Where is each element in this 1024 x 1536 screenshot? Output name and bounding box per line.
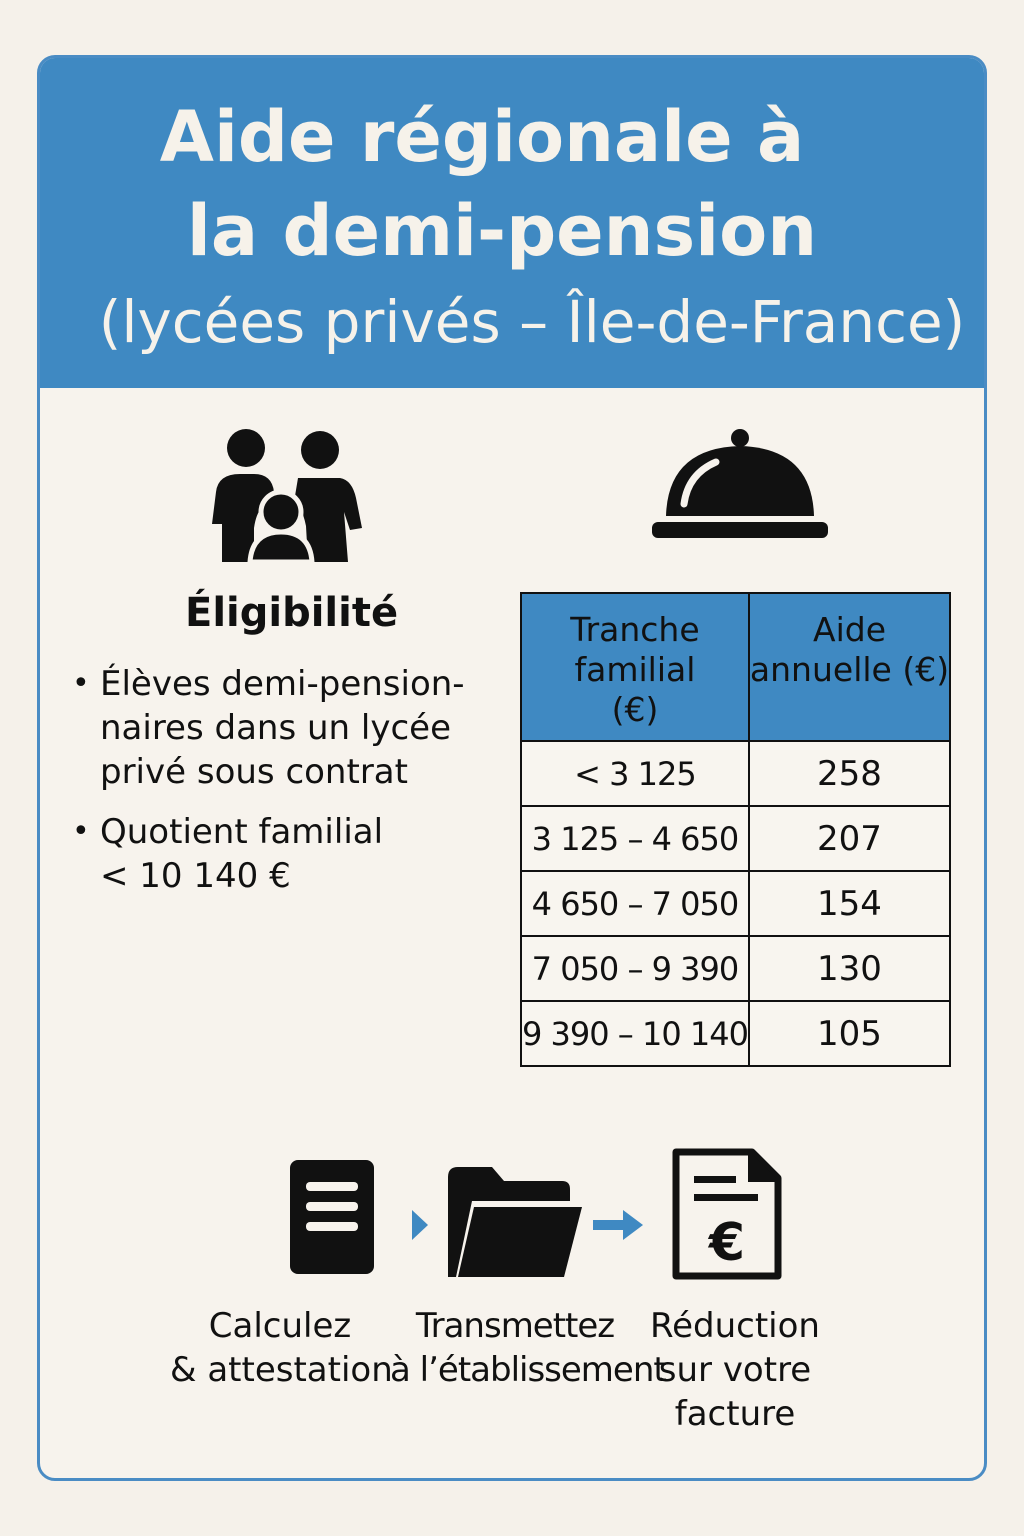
eligibility-bullet: [70, 810, 490, 898]
amount-cell: 130: [749, 936, 950, 1001]
arrow-right-icon: [410, 1208, 430, 1242]
aid-table: [520, 592, 951, 1067]
step-label-calculate: [170, 1304, 393, 1392]
table-header-row: [521, 593, 950, 741]
step-text-line: facture: [674, 1394, 796, 1434]
step-label-transmit: [390, 1304, 666, 1392]
table-row: [521, 806, 950, 871]
header-annual-aid: [749, 593, 950, 741]
step-text-line: & attestation: [170, 1350, 393, 1390]
header-income-bracket: [521, 593, 749, 741]
title-line-3: (lycées privés – Île-de-France): [98, 288, 966, 356]
arrow-right-icon: [593, 1208, 645, 1242]
step-label-reduction: [635, 1304, 835, 1436]
step-text-line: à l’établissement: [390, 1350, 666, 1390]
document-icon: [288, 1158, 376, 1276]
bullet-text-line: • Quotient familial: [100, 812, 384, 852]
header-line: familial: [574, 650, 696, 689]
eligibility-title: Éligibilité: [185, 590, 399, 636]
step-text-line: Réduction: [650, 1306, 820, 1346]
svg-text:€: €: [708, 1213, 746, 1273]
amount-cell: 258: [749, 741, 950, 806]
range-cell: < 3 125: [521, 741, 749, 806]
bullet-text-line: • Élèves demi-pension-: [100, 664, 465, 704]
eligibility-bullet: [70, 662, 490, 794]
bullet-text-line: privé sous contrat: [100, 752, 408, 792]
invoice-euro-icon: [672, 1148, 782, 1280]
table-row: [521, 936, 950, 1001]
table-row: [521, 871, 950, 936]
bullet-text-line: naires dans un lycée: [100, 708, 451, 748]
range-cell: 9 390 – 10 140: [521, 1001, 749, 1066]
range-cell: 7 050 – 9 390: [521, 936, 749, 1001]
cloche-icon: [650, 428, 830, 543]
eligibility-list: [70, 662, 490, 914]
amount-cell: 154: [749, 871, 950, 936]
step-text-line: sur votre: [658, 1350, 812, 1390]
header-line: Tranche: [570, 610, 700, 649]
amount-cell: 207: [749, 806, 950, 871]
step-text-line: Transmettez: [415, 1306, 615, 1346]
bullet-text-line: < 10 140 €: [100, 856, 291, 896]
title-line-1: Aide régionale à: [159, 96, 805, 178]
header-line: annuelle (€): [749, 650, 950, 689]
table-row: [521, 1001, 950, 1066]
header-line: (€): [611, 690, 659, 729]
family-icon: [210, 428, 365, 568]
range-cell: 4 650 – 7 050: [521, 871, 749, 936]
title-line-2: la demi-pension: [186, 190, 818, 272]
header-banner: [40, 58, 984, 388]
step-text-line: Calculez: [208, 1306, 352, 1346]
amount-cell: 105: [749, 1001, 950, 1066]
header-line: Aide: [813, 610, 886, 649]
infographic-card: [37, 55, 987, 1481]
folder-icon: [444, 1161, 584, 1281]
table-row: [521, 741, 950, 806]
range-cell: 3 125 – 4 650: [521, 806, 749, 871]
